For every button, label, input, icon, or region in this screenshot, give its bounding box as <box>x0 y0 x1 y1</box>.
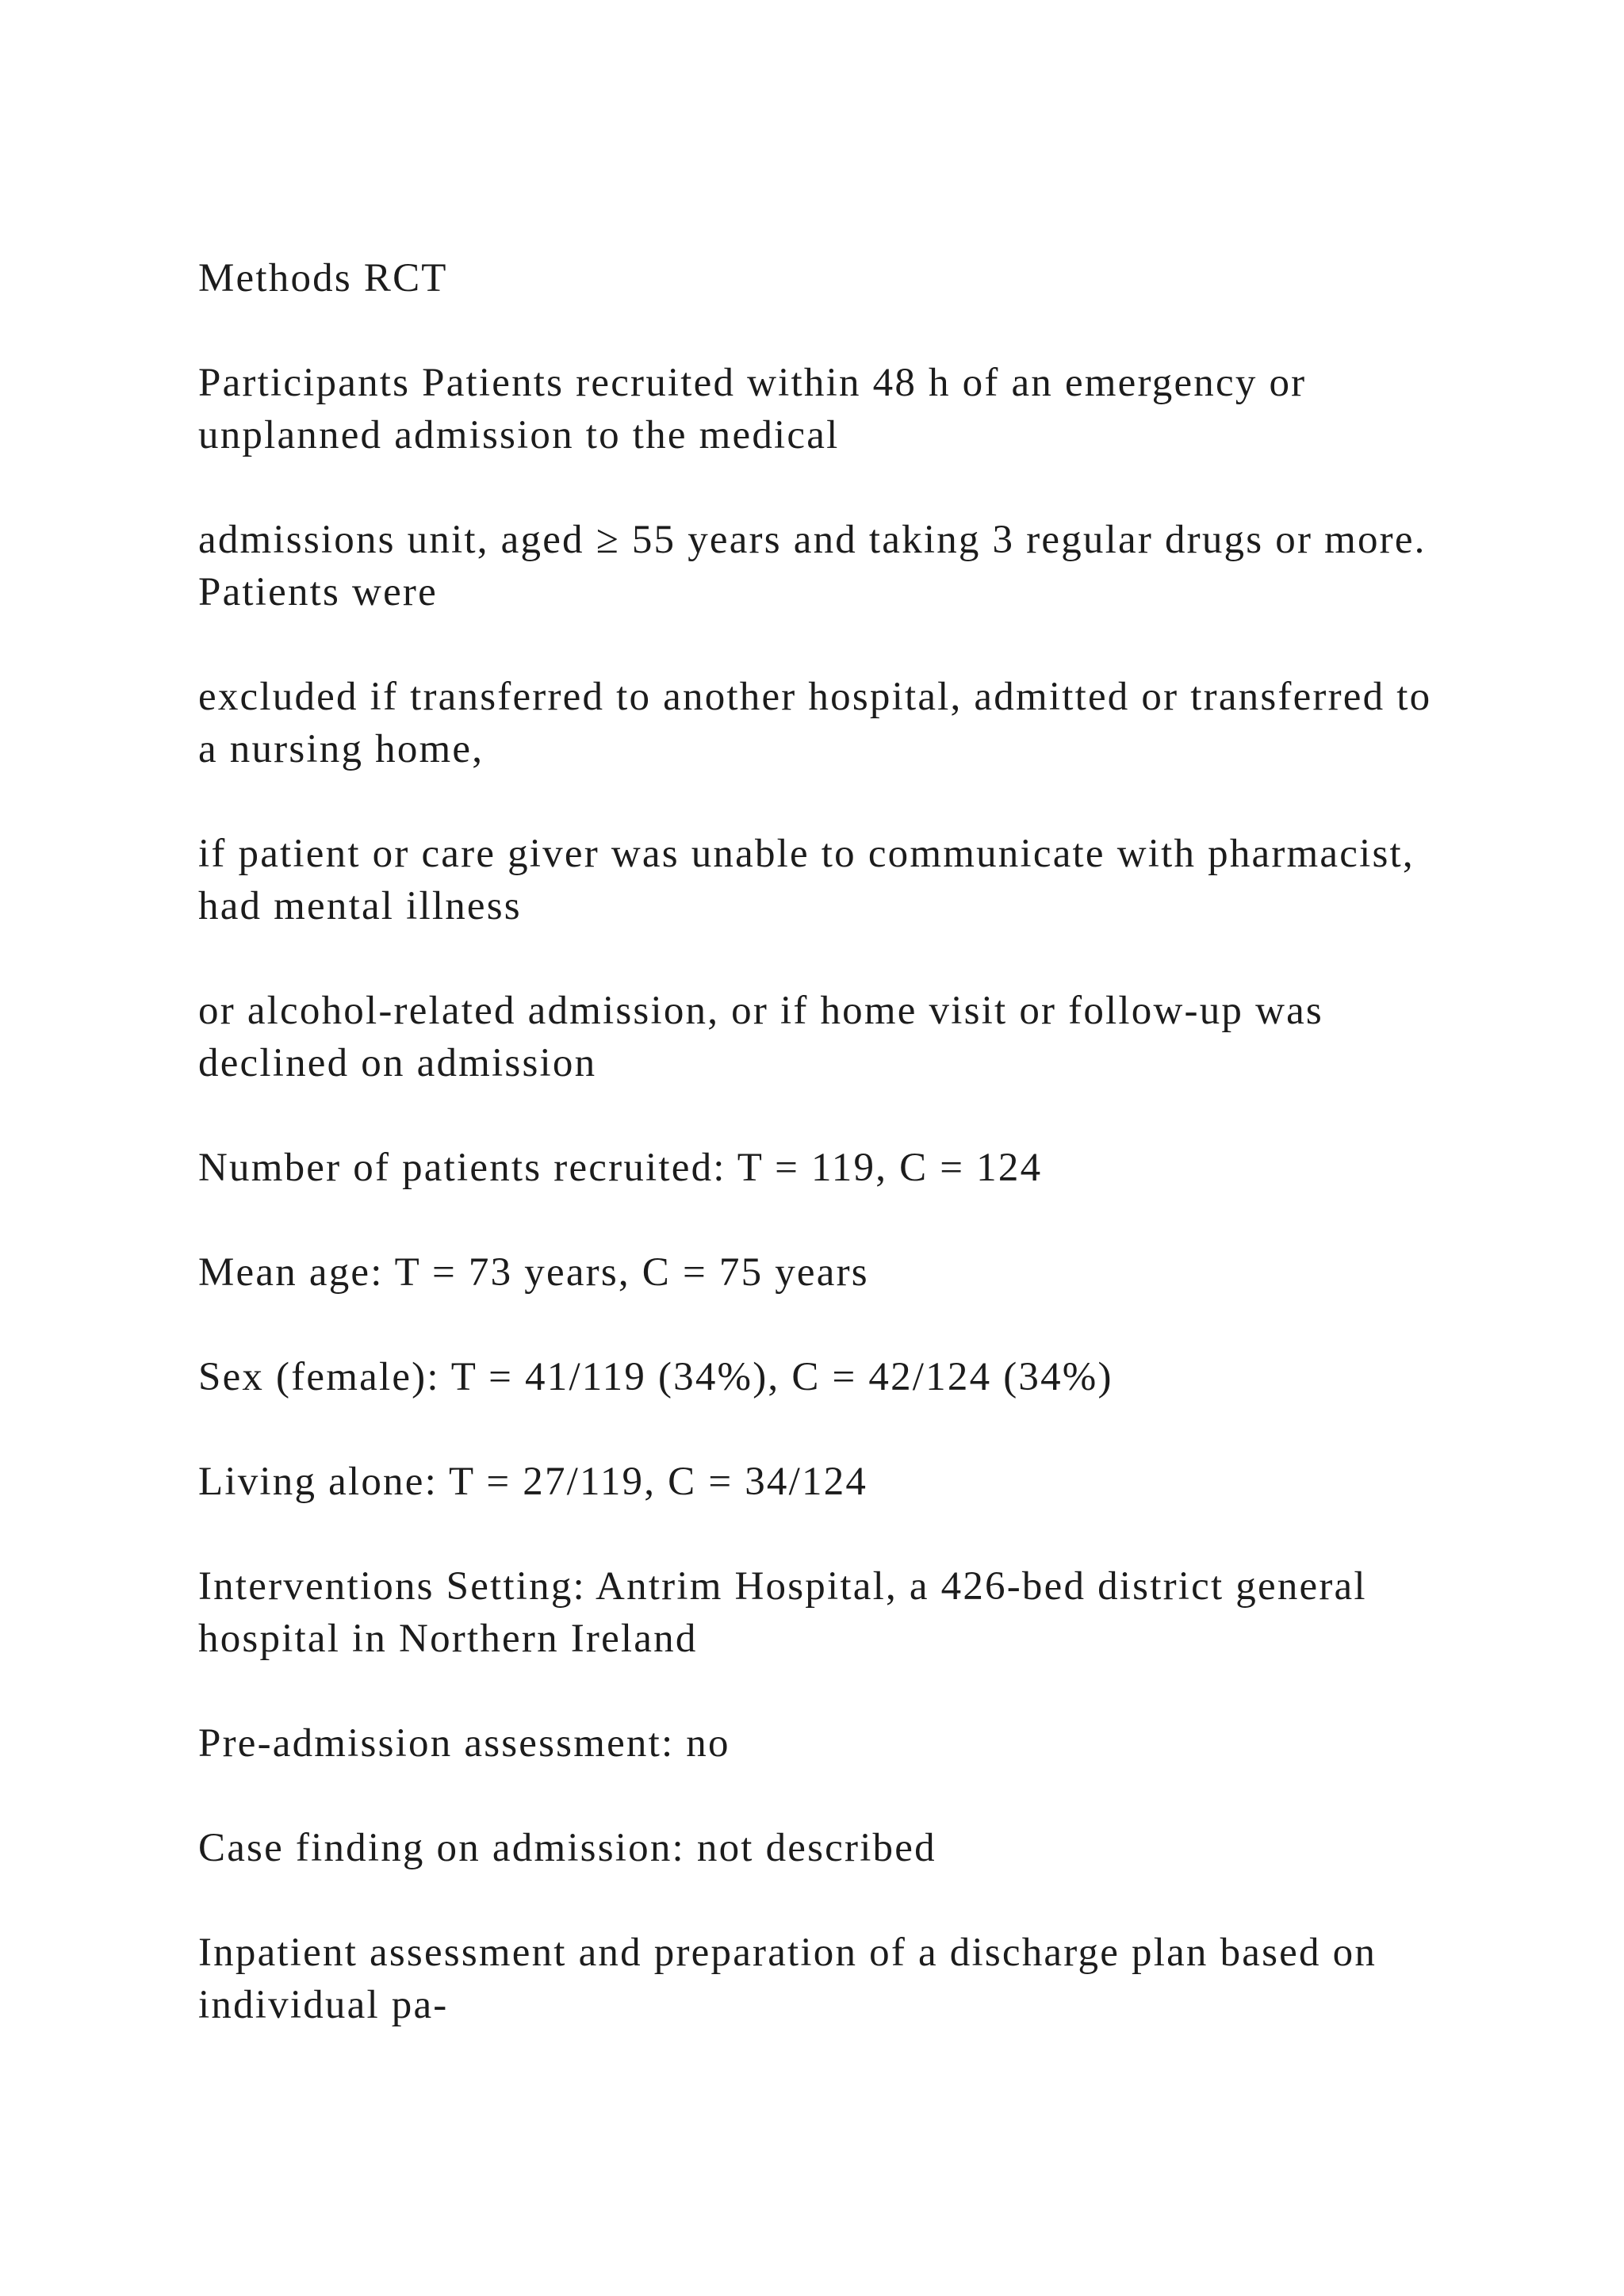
paragraph-case-finding: Case finding on admission: not described <box>198 1826 936 1870</box>
paragraph-patients-recruited: Number of patients recruited: T = 119, C = 124 <box>198 1146 1043 1190</box>
document-body <box>198 252 1435 2084</box>
paragraph-pre-admission: Pre-admission assessment: no <box>198 1721 730 1766</box>
paragraph-methods: Methods RCT <box>198 256 448 300</box>
paragraph-alcohol-related: or alcohol-related admission, or if home visit or follow-up was declined on admission <box>198 989 1323 1085</box>
paragraph-participants: Participants Patients recruited within 48 h of an emergency or unplanned admission to the medical <box>198 361 1307 457</box>
paragraph-admissions-unit: admissions unit, aged ≥ 55 years and taking 3 regular drugs or more. Patients were <box>198 518 1427 614</box>
paragraph-sex-female: Sex (female): T = 41/119 (34%), C = 42/124 (34%) <box>198 1355 1113 1399</box>
paragraph-inpatient-assessment: Inpatient assessment and preparation of a discharge plan based on individual pa- <box>198 1931 1377 2027</box>
paragraph-exclusions: excluded if transferred to another hospital, admitted or transferred to a nursing home, <box>198 675 1432 771</box>
paragraph-communication: if patient or care giver was unable to communicate with pharmacist, had mental illness <box>198 832 1415 928</box>
paragraph-interventions-setting: Interventions Setting: Antrim Hospital, a 426-bed district general hospital in Northern Ireland <box>198 1564 1367 1661</box>
paragraph-mean-age: Mean age: T = 73 years, C = 75 years <box>198 1250 869 1295</box>
paragraph-living-alone: Living alone: T = 27/119, C = 34/124 <box>198 1460 868 1504</box>
